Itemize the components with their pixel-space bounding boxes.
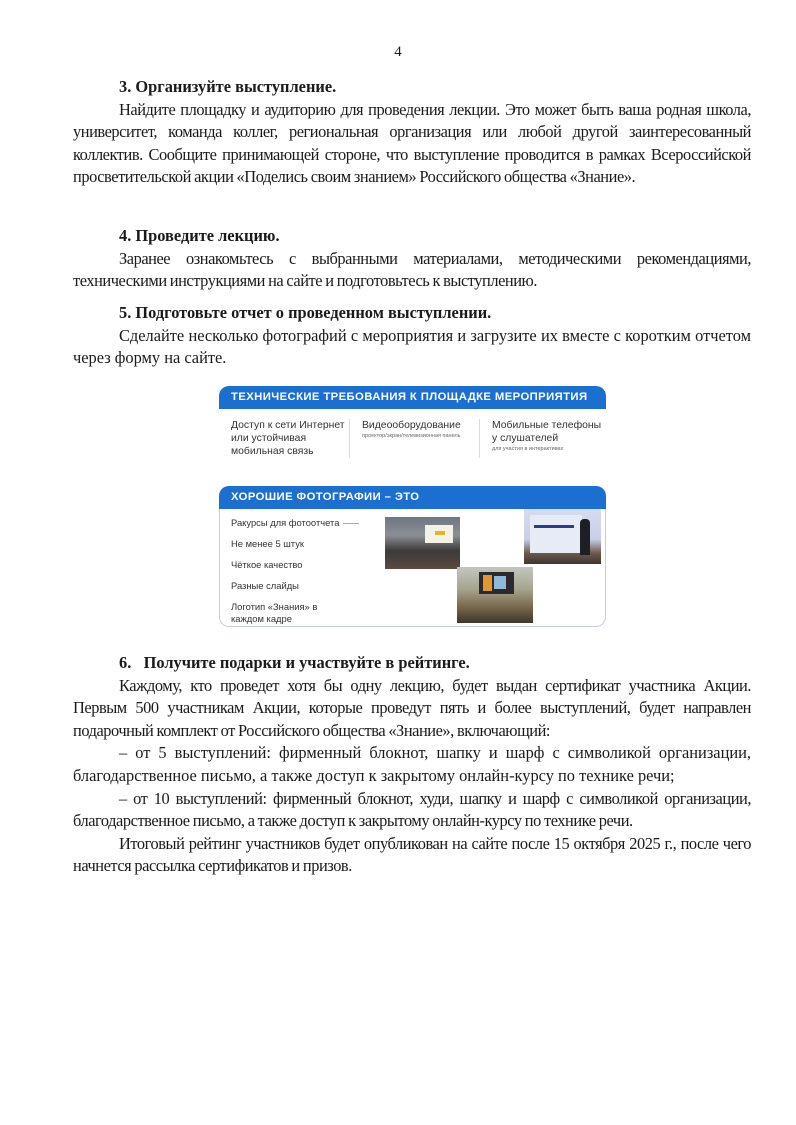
section-6-closing: Итоговый рейтинг участников будет опубликован на сайте после 15 октября 2025 г., после чего начнется рассылка сертификатов и призов. [73,833,751,876]
photo-tip: Ракурсы для фотоотчета [231,517,381,529]
requirement-video: Видеооборудование проектор/экран/телевизионная панель [349,419,479,458]
page-number: 4 [394,44,402,60]
section-6-paragraph: Каждому, кто проведет хотя бы одну лекцию, будет выдан сертификат участника Акции. Первым 500 участникам Акции, которые проведут пять и более выступлений, будет направлен подарочный комплект от Российского общества «Знание», включающий: [73,675,751,740]
photo-tip: Не менее 5 штук [231,538,304,549]
arrow-right-icon [343,523,359,524]
good-photos-panel [219,486,606,627]
tech-requirements-panel [219,386,606,466]
photo-tip: Чёткое качество [231,559,303,570]
example-photo-speaker [524,509,601,564]
section-4-paragraph: Заранее ознакомьтесь с выбранными материалами, методическими рекомендациями, техническими инструкциями на сайте и подготовьтесь к выступлению. [73,248,751,291]
section-5 [73,302,751,370]
gift-item-10-lectures: – от 10 выступлений: фирменный блокнот, худи, шапку и шарф с символикой организации, благодарственное письмо, а также доступ к закрытому онлайн-курсу по технике речи. [73,788,751,831]
section-5-paragraph: Сделайте несколько фотографий с мероприятия и загрузите их вместе с коротким отчетом через форму на сайте. [73,325,751,368]
gift-item-5-lectures: – от 5 выступлений: фирменный блокнот, шапку и шарф с символикой организации, благодарственное письмо, а также доступ к закрытому онлайн-курсу по технике речи; [73,743,751,785]
photo-tip: Логотип «Знания» в каждом кадре [231,601,318,624]
section-5-heading: 5. Подготовьте отчет о проведенном выступлении. [119,303,492,322]
section-6-heading: 6. Получите подарки и участвуйте в рейтинге. [119,653,470,672]
example-photo-lecture-hall [385,517,460,569]
section-3 [73,76,751,189]
photo-tip: Разные слайды [231,580,299,591]
photo-tips-list [231,517,381,634]
requirement-internet: Доступ к сети Интернет или устойчивая мобильная связь [231,420,345,457]
section-4 [73,225,751,293]
section-3-paragraph: Найдите площадку и аудиторию для проведения лекции. Это может быть ваша родная школа, университет, команда коллег, региональная организация или любой другой заинтересованный коллектив. Сообщите принимающей стороне, что выступление проводится в рамках Всероссийской просветительской акции «Поделись своим знанием» Российского общества «Знание». [73,99,751,187]
section-6 [73,652,751,878]
tech-requirements-title: ТЕХНИЧЕСКИЕ ТРЕБОВАНИЯ К ПЛОЩАДКЕ МЕРОПРИЯТИЯ [219,386,606,409]
section-4-heading: 4. Проведите лекцию. [119,226,280,245]
good-photos-title: ХОРОШИЕ ФОТОГРАФИИ – ЭТО [219,486,606,509]
section-3-heading: 3. Организуйте выступление. [119,77,337,96]
requirement-phones: Мобильные телефоны у слушателей для участия в интерактивах [479,419,606,458]
example-photo-classroom [457,567,533,623]
